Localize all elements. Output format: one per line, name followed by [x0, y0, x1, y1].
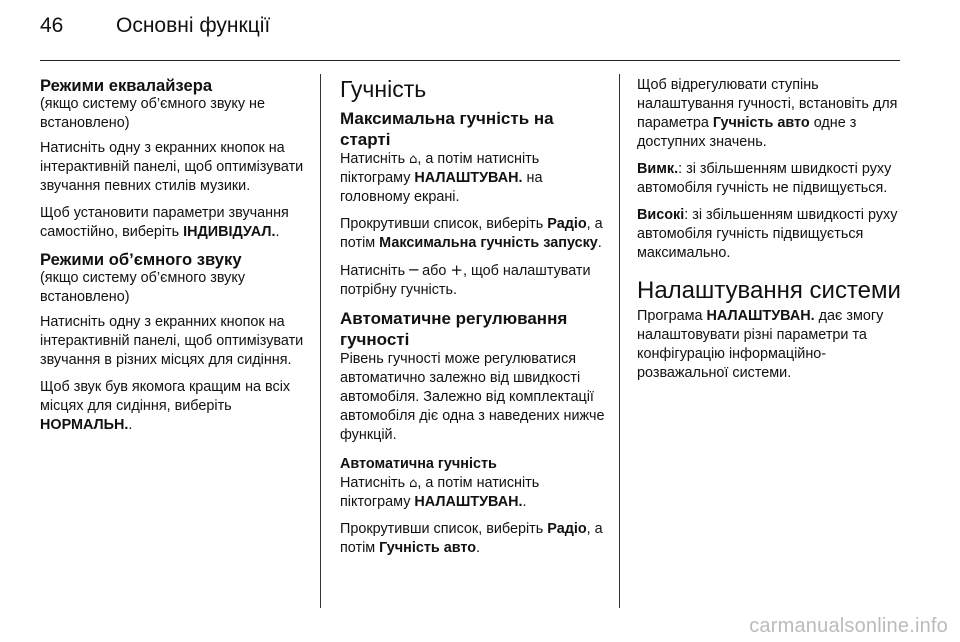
plus-icon: + [450, 261, 463, 279]
equalizer-note: (якщо систему об’ємного звуку не встановлено) [40, 96, 265, 131]
minus-icon: ─ [409, 261, 419, 279]
watermark: carmanualsonline.info [749, 615, 948, 637]
column-divider-1 [320, 74, 321, 608]
column-3 [637, 76, 907, 391]
text: Щоб відрегулювати ступінь налаштування гучності, встановіть для параметра [637, 77, 898, 131]
max-volume-paragraph-3 [340, 261, 608, 300]
column-divider-2 [619, 74, 620, 608]
text: Натисніть [340, 263, 410, 279]
max-volume-paragraph-1 [340, 150, 608, 207]
text: , а потім [340, 216, 603, 251]
auto-volume-paragraph-2 [340, 474, 608, 512]
surround-paragraph-2 [40, 378, 308, 435]
text: : зі збільшенням швидкості руху автомобіля гучність підвищується максимально. [637, 207, 898, 261]
auto-volume-level-paragraph [637, 76, 907, 152]
text: : зі збільшенням швидкості руху автомобіля гучність не підвищується. [637, 161, 892, 196]
surround-heading: Режими об’ємного звуку [40, 250, 242, 269]
text: . [128, 417, 133, 433]
text: або [418, 263, 451, 279]
text: Щоб звук був якомога кращим на всіх місцях для сидіння, виберіть [40, 379, 291, 414]
home-icon: ⌂ [409, 152, 418, 167]
surround-paragraph-1: Натисніть одну з екранних кнопок на інтерактивній панелі, щоб оптимізувати звучання в різних місцях для сидіння. [40, 314, 304, 368]
equalizer-heading: Режими еквалайзера [40, 76, 213, 95]
header-rule [40, 60, 900, 61]
text: дає змогу налаштовувати різні параметри та конфігурацію інформаційно-розважальної системи. [637, 308, 884, 381]
text: Прокрутивши список, виберіть [340, 521, 548, 537]
page-header [40, 14, 920, 50]
option-individual: ІНДИВІДУАЛ. [183, 224, 276, 240]
text: на головному екрані. [340, 170, 543, 205]
surround-note: (якщо систему об’ємного звуку встановлено) [40, 270, 246, 305]
text: . [597, 235, 602, 251]
option-high-paragraph [637, 206, 907, 263]
text: Натисніть [340, 475, 410, 491]
auto-volume-paragraph-3 [340, 520, 608, 558]
column-1 [40, 76, 308, 443]
auto-volume-subheading: Автоматична гучність [340, 456, 497, 472]
auto-volume-label: Гучність авто [712, 115, 810, 131]
text: , а потім натисніть піктограму [340, 151, 540, 186]
section-title: Основні функції [116, 14, 271, 37]
text: . [275, 224, 280, 240]
text: , щоб налаштувати потрібну гучність. [340, 263, 591, 298]
radio-label: Радіо [547, 216, 587, 232]
text: . [476, 540, 481, 556]
text: Щоб установити параметри звучання самостійно, виберіть [40, 205, 289, 240]
column-2 [340, 76, 608, 566]
equalizer-paragraph-1: Натисніть одну з екранних кнопок на інтерактивній панелі, щоб оптимізувати звучання певних стилів музики. [40, 140, 304, 194]
settings-label: НАЛАШТУВАН. [706, 308, 815, 324]
radio-label: Радіо [547, 521, 587, 537]
max-volume-paragraph-2 [340, 215, 608, 253]
text: . [522, 494, 527, 510]
max-startup-volume-heading: Максимальна гучність на старті [340, 109, 554, 149]
option-off-label: Вимк. [637, 161, 679, 177]
text: одне з доступних значень. [637, 115, 857, 150]
auto-volume-adjust-heading: Автоматичне регулювання гучності [340, 309, 568, 349]
settings-label: НАЛАШТУВАН. [414, 170, 523, 186]
text: Прокрутивши список, виберіть [340, 216, 548, 232]
auto-volume-paragraph: Рівень гучності може регулюватися автоматично залежно від швидкості автомобіля. Залежно від комплектації автомобіля діє одна з наведених нижче функцій. [340, 351, 605, 443]
equalizer-paragraph-2 [40, 204, 308, 242]
option-normal: НОРМАЛЬН. [40, 417, 129, 433]
page-number: 46 [40, 14, 64, 37]
settings-label: НАЛАШТУВАН. [414, 494, 523, 510]
max-startup-volume-label: Максимальна гучність запуску [379, 235, 598, 251]
text: , а потім [340, 521, 603, 556]
home-icon: ⌂ [409, 476, 418, 491]
text: Натисніть [340, 151, 410, 167]
volume-heading: Гучність [340, 76, 427, 102]
text: , а потім натисніть піктограму [340, 475, 540, 510]
auto-volume-label: Гучність авто [379, 540, 477, 556]
text: Програма [637, 308, 707, 324]
option-off-paragraph [637, 160, 907, 198]
option-high-label: Високі [637, 207, 685, 223]
system-settings-paragraph [637, 307, 907, 383]
system-settings-heading: Налаштування системи [637, 277, 901, 304]
